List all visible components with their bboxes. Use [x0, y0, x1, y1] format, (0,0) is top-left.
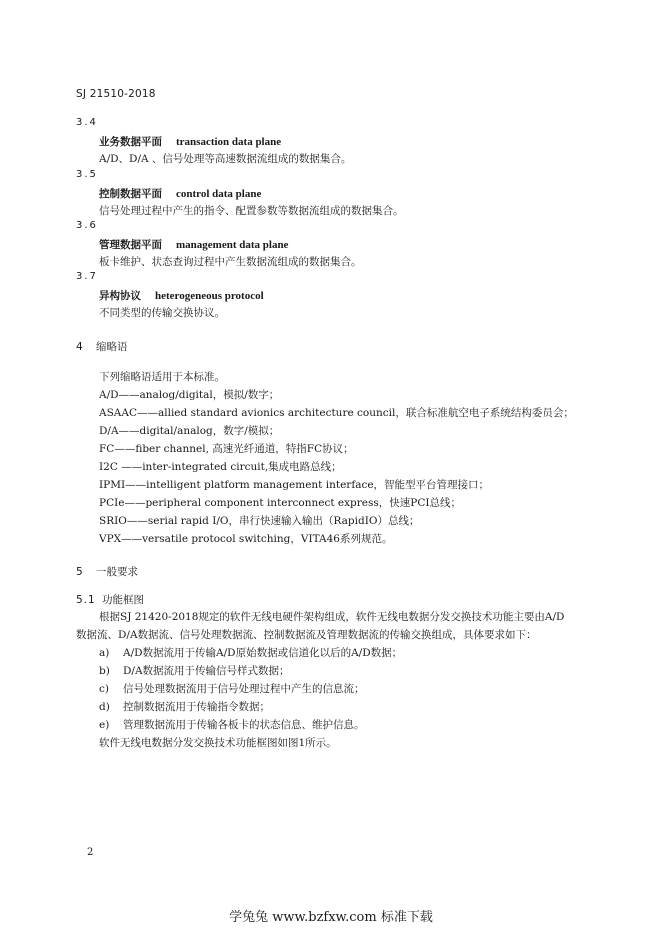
- term-number: 3.7: [76, 271, 98, 282]
- subsection-title: 功能框图: [102, 594, 144, 606]
- page-number: 2: [87, 847, 94, 858]
- term-number: 3.5: [76, 169, 98, 180]
- list-item: [99, 645, 402, 660]
- section-heading: [76, 339, 128, 354]
- section-number: 5: [76, 566, 83, 578]
- term-definition: 信号处理过程中产生的指令、配置参数等数据流组成的数据集合。: [99, 205, 404, 217]
- abbreviation-item: PCIe——peripheral component interconnect express，快速PCI总线；: [99, 497, 462, 509]
- watermark-footer: 学兔兔 www.bzfxw.com 标准下载: [229, 910, 433, 925]
- list-text: 管理数据流用于传输各板卡的状态信息、维护信息。: [123, 719, 365, 731]
- abbreviation-item: I2C ——inter-integrated circuit,集成电路总线；: [99, 461, 342, 473]
- abbreviation-item: VPX——versatile protocol switching，VITA46系列规范。: [99, 533, 393, 545]
- closing-sentence: 软件无线电数据分发交换技术功能框图如图1所示。: [99, 737, 337, 749]
- list-label: a): [99, 647, 110, 659]
- subsection-heading: [76, 592, 144, 607]
- list-text: A/D数据流用于传输A/D原始数据或信道化以后的A/D数据；: [123, 647, 403, 659]
- term-definition: A/D、D/A 、信号处理等高速数据流组成的数据集合。: [99, 153, 352, 165]
- paragraph-line: 根据SJ 21420-2018规定的软件无线电硬件架构组成，软件无线电数据分发交换技术功能主要由A/D: [99, 611, 565, 623]
- term-title-zh: 业务数据平面: [99, 136, 162, 148]
- document-id: SJ 21510-2018: [76, 88, 156, 100]
- term-title: [99, 288, 264, 303]
- list-text: D/A数据流用于传输信号样式数据；: [123, 665, 290, 677]
- list-label: e): [99, 719, 110, 731]
- list-label: c): [99, 683, 109, 695]
- list-label: d): [99, 701, 110, 713]
- term-number: 3.6: [76, 220, 98, 231]
- term-title-en: heterogeneous protocol: [155, 290, 264, 302]
- abbreviations-intro: 下列缩略语适用于本标准。: [99, 371, 225, 383]
- term-definition: 不同类型的传输交换协议。: [99, 307, 225, 319]
- list-text: 信号处理数据流用于信号处理过程中产生的信息流；: [123, 683, 365, 695]
- list-label: b): [99, 665, 110, 677]
- term-title: [99, 186, 261, 201]
- term-title: [99, 237, 288, 252]
- abbreviation-item: A/D——analog/digital，模拟/数字；: [99, 389, 280, 401]
- list-item: [99, 681, 365, 696]
- section-number: 4: [76, 341, 83, 353]
- term-number: 3.4: [76, 117, 98, 128]
- term-title-en: control data plane: [176, 188, 262, 200]
- section-title: 一般要求: [96, 566, 138, 578]
- term-title-en: transaction data plane: [176, 136, 282, 148]
- list-item: [99, 663, 290, 678]
- list-text: 控制数据流用于传输指令数据；: [123, 701, 270, 713]
- section-heading: [76, 564, 138, 579]
- term-title-en: management data plane: [176, 239, 289, 251]
- list-item: [99, 699, 270, 714]
- term-definition: 板卡维护、状态查询过程中产生数据流组成的数据集合。: [99, 256, 362, 268]
- paragraph-line: 数据流、D/A数据流、信号处理数据流、控制数据流及管理数据流的传输交换组成，具体要求如下：: [76, 629, 537, 641]
- list-item: [99, 717, 365, 732]
- term-title-zh: 管理数据平面: [99, 239, 162, 251]
- abbreviation-item: ASAAC——allied standard avionics architecture council，联合标准航空电子系统结构委员会；: [99, 407, 574, 419]
- term-title-zh: 控制数据平面: [99, 188, 162, 200]
- term-title-zh: 异构协议: [99, 290, 141, 302]
- abbreviation-item: IPMI——intelligent platform management interface，智能型平台管理接口；: [99, 479, 490, 491]
- abbreviation-item: D/A——digital/analog，数字/模拟；: [99, 425, 280, 437]
- abbreviation-item: FC——fiber channel, 高速光纤通道，特指FC协议；: [99, 443, 354, 455]
- term-title: [99, 134, 281, 149]
- subsection-number: 5.1: [76, 594, 96, 606]
- abbreviation-item: SRIO——serial rapid I/O，串行快速输入输出（RapidIO）总线；: [99, 515, 420, 527]
- section-title: 缩略语: [96, 341, 128, 353]
